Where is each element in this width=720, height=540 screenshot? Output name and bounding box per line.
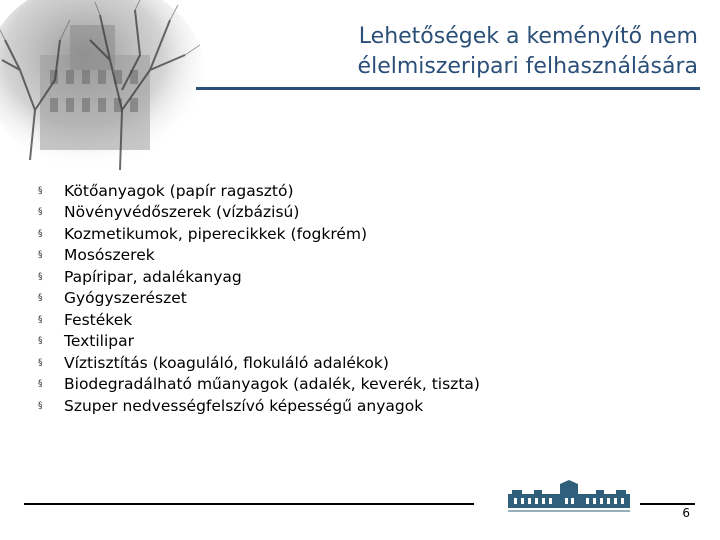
bullet-text: Szuper nedvességfelszívó képességű anyagok — [64, 396, 424, 415]
bullet-marker: § — [38, 207, 43, 218]
bullet-text: Kozmetikumok, piperecikkek (fogkrém) — [64, 224, 368, 243]
list-item — [38, 266, 678, 288]
list-item — [38, 352, 678, 374]
bullet-marker: § — [38, 250, 43, 261]
bullet-marker: § — [38, 271, 43, 282]
list-item — [38, 331, 678, 353]
bullet-marker: § — [38, 293, 43, 304]
bullet-text: Kötőanyagok (papír ragasztó) — [64, 181, 294, 200]
bullet-marker: § — [38, 379, 43, 390]
bullet-text: Papíripar, adalékanyag — [64, 267, 242, 286]
bullet-text: Növényvédőszerek (vízbázisú) — [64, 203, 300, 222]
bullet-text: Gyógyszerészet — [64, 289, 187, 308]
bullet-text: Festékek — [64, 310, 133, 329]
bullet-text: Mosószerek — [64, 246, 155, 265]
bullet-marker: § — [38, 400, 43, 411]
slide-title: Lehetőségek a keményítő nem élelmiszeripari felhasználására — [357, 24, 698, 79]
bullet-list — [38, 180, 678, 417]
university-building-logo — [504, 480, 634, 516]
bullet-text: Biodegradálható műanyagok (adalék, keverék, tiszta) — [64, 375, 480, 394]
title-underline — [196, 87, 700, 90]
bullet-marker: § — [38, 185, 43, 196]
bullet-text: Víztisztítás (koaguláló, flokuláló adalékok) — [64, 353, 389, 372]
bullet-text: Textilipar — [64, 332, 134, 351]
bullet-marker: § — [38, 228, 43, 239]
list-item — [38, 288, 678, 310]
list-item — [38, 180, 678, 202]
list-item — [38, 223, 678, 245]
list-item — [38, 245, 678, 267]
bullet-marker: § — [38, 314, 43, 325]
list-item — [38, 202, 678, 224]
footer-rule-right — [640, 503, 695, 505]
page-number: 6 — [682, 506, 690, 520]
list-item — [38, 309, 678, 331]
building-photo — [0, 0, 215, 175]
bullet-marker: § — [38, 336, 43, 347]
bullet-marker: § — [38, 357, 43, 368]
list-item — [38, 395, 678, 417]
footer-rule — [24, 503, 474, 505]
list-item — [38, 374, 678, 396]
